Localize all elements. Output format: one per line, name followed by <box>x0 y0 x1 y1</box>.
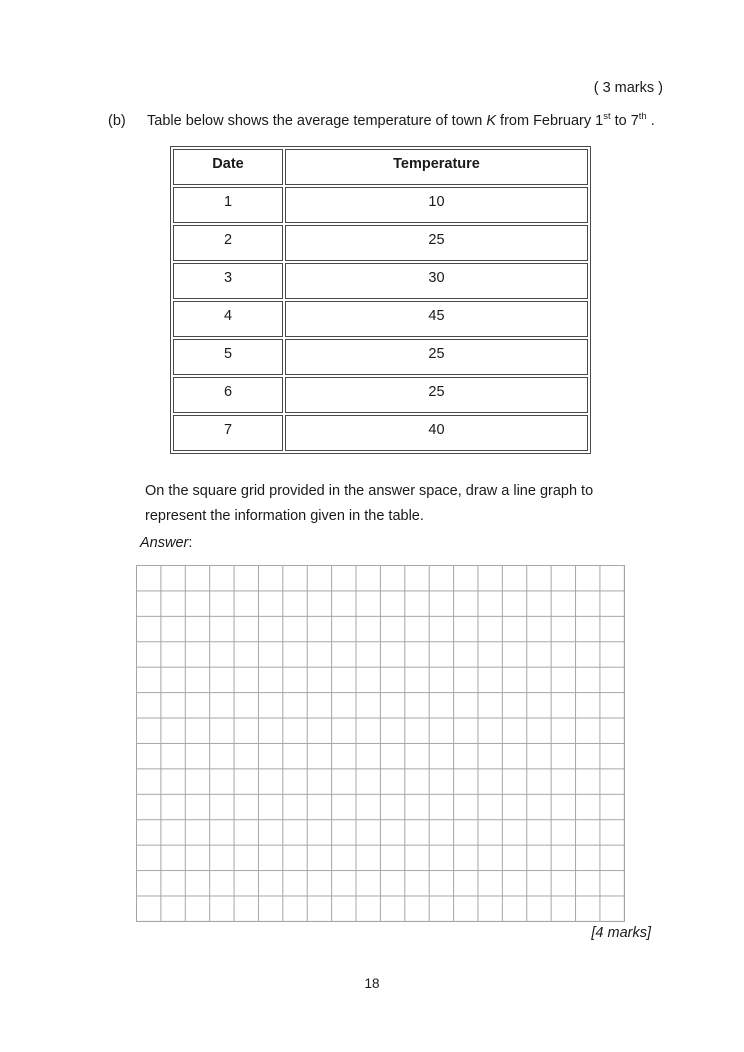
ordinal-superscript: st <box>603 111 611 123</box>
table-header-temperature: Temperature <box>285 149 588 185</box>
temperature-cell: 40 <box>285 415 588 451</box>
table-row <box>173 377 588 413</box>
page-number: 18 <box>364 976 380 991</box>
question-label: (b) <box>108 113 126 129</box>
instruction-line: On the square grid provided in the answer space, draw a line graph to <box>145 483 594 499</box>
table-row <box>173 263 588 299</box>
table-header-row <box>173 149 588 185</box>
marks-top-label: ( 3 marks ) <box>593 80 663 96</box>
date-cell: 3 <box>173 263 283 299</box>
instruction-line: represent the information given in the table. <box>145 508 424 524</box>
date-cell: 1 <box>173 187 283 223</box>
date-cell: 5 <box>173 339 283 375</box>
town-name: K <box>486 113 497 129</box>
instruction-text <box>145 479 593 529</box>
answer-grid <box>136 565 625 922</box>
temperature-table <box>170 146 591 454</box>
date-cell: 7 <box>173 415 283 451</box>
temperature-cell: 25 <box>285 339 588 375</box>
temperature-cell: 25 <box>285 377 588 413</box>
table-row <box>173 339 588 375</box>
temperature-cell: 45 <box>285 301 588 337</box>
temperature-cell: 10 <box>285 187 588 223</box>
date-cell: 4 <box>173 301 283 337</box>
table-header-date: Date <box>173 149 283 185</box>
marks-bottom-label: [4 marks] <box>591 925 651 941</box>
question-text-part: . <box>646 113 655 129</box>
question-text-part: Table below shows the average temperature of town <box>147 113 487 129</box>
table-row <box>173 187 588 223</box>
temperature-cell: 30 <box>285 263 588 299</box>
table-row <box>173 415 588 451</box>
question-text <box>147 113 655 129</box>
table-row <box>173 301 588 337</box>
temperature-cell: 25 <box>285 225 588 261</box>
ordinal-superscript: th <box>638 111 647 123</box>
question-text-part: to 7 <box>610 113 639 129</box>
answer-label <box>140 535 192 551</box>
table-row <box>173 225 588 261</box>
answer-colon: : <box>188 535 193 551</box>
question-text-part: from February 1 <box>496 113 604 129</box>
date-cell: 6 <box>173 377 283 413</box>
question-line <box>108 113 655 129</box>
answer-word: Answer <box>140 535 189 551</box>
date-cell: 2 <box>173 225 283 261</box>
